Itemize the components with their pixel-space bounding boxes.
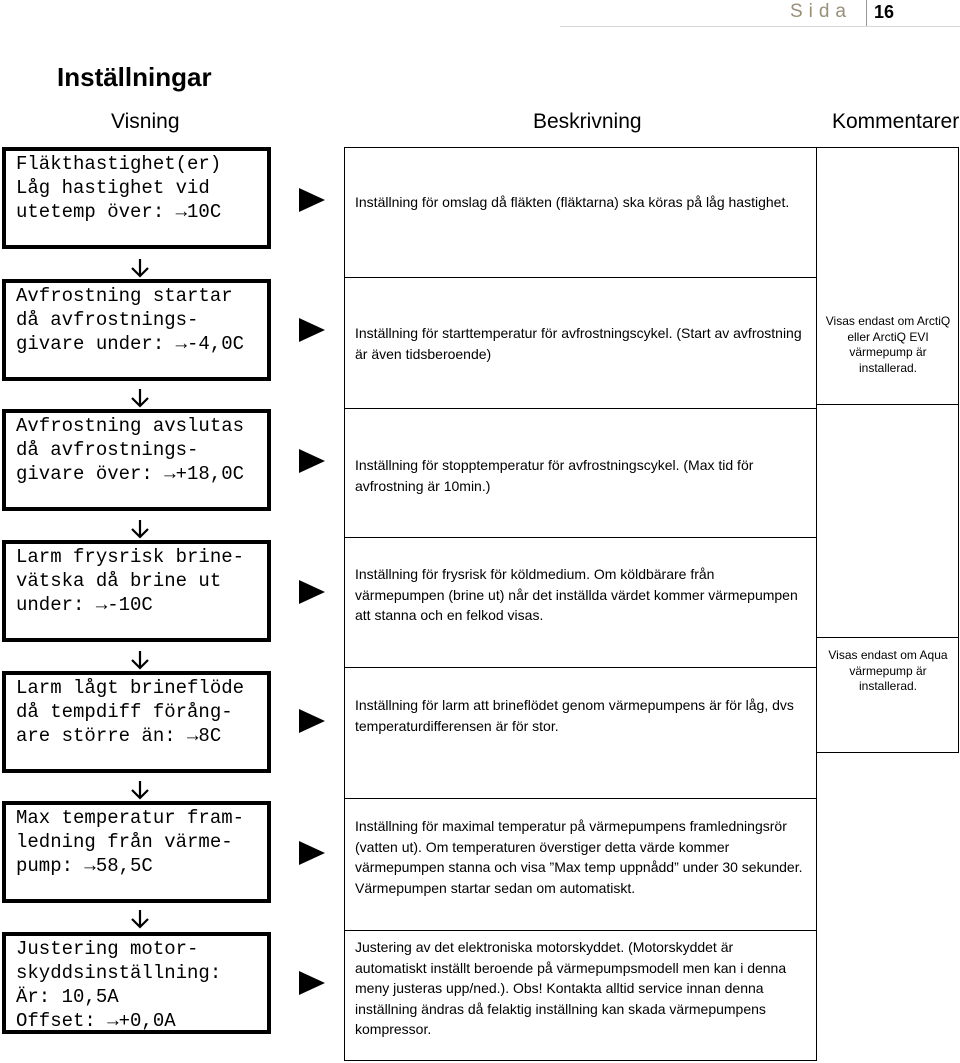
display-box-defrost-end: Avfrostning avslutas då avfrostnings- givare över: →+18,0C xyxy=(2,409,271,511)
display-box-max-temp: Max temperatur fram- ledning från värme- pump: →58,5C xyxy=(2,801,271,903)
column-header-display: Visning xyxy=(111,110,180,133)
right-triangle-icon xyxy=(299,449,325,473)
comment-aqua: Visas endast om Aqua värmepump är installerad. xyxy=(828,648,948,693)
page-header-divider xyxy=(866,0,867,26)
right-triangle-icon xyxy=(299,318,325,342)
right-triangle-icon xyxy=(299,841,325,865)
page-number: 16 xyxy=(873,2,894,22)
right-triangle-icon xyxy=(299,709,325,733)
right-triangle-icon xyxy=(299,188,325,212)
comment-cell xyxy=(816,404,959,638)
page-label: Sida xyxy=(789,1,852,22)
description-fan-speed: Inställning för omslag då fläkten (fläktarna) ska köras på låg hastighet. xyxy=(355,194,790,210)
description-freeze-alarm: Inställning för frysrisk för köldmedium. Om köldbärare från värmepumpen (brine ut) når det inställda värdet kommer värmepumpen att stanna och en felkod visas. xyxy=(355,566,798,623)
description-defrost-end: Inställning för stopptemperatur för avfrostningscykel. (Max tid för avfrostning är 10min.) xyxy=(355,457,754,494)
display-box-motor-protection: Justering motor- skyddsinställning: Är: 10,5A Offset: →+0,0A xyxy=(2,932,271,1034)
page-title: Inställningar xyxy=(57,62,212,92)
right-triangle-icon xyxy=(299,580,325,604)
display-box-defrost-start: Avfrostning startar då avfrostnings- givare under: →-4,0C xyxy=(2,279,271,381)
header-rule xyxy=(560,26,960,27)
description-low-flow-alarm: Inställning för larm att brineflödet genom värmepumpens är för låg, dvs temperaturdifferensen är för stor. xyxy=(355,697,794,734)
page-header xyxy=(760,0,960,26)
description-max-temp: Inställning för maximal temperatur på värmepumpens framledningsrör (vatten ut). Om temperaturen överstiger detta värde kommer värmepumpen stanna och visa ”Max temp uppnådd” under 30 sekunder. Värmepumpen startar sedan om automatiskt. xyxy=(355,818,803,896)
column-header-description: Beskrivning xyxy=(533,110,642,133)
description-defrost-start: Inställning för starttemperatur för avfrostningscykel. (Start av avfrostning är även tidsberoende) xyxy=(355,325,802,362)
down-arrow-icon xyxy=(128,518,152,540)
column-header-comments: Kommentarer xyxy=(832,110,960,133)
right-triangle-icon xyxy=(299,971,325,995)
description-cell xyxy=(344,147,817,278)
down-arrow-icon xyxy=(128,387,152,409)
display-box-fan-speed: Fläkthastighet(er) Låg hastighet vid utetemp över: →10C xyxy=(2,147,271,249)
down-arrow-icon xyxy=(128,779,152,801)
down-arrow-icon xyxy=(128,257,152,279)
comment-arctiq: Visas endast om ArctiQ eller ArctiQ EVI värmepump är installerad. xyxy=(825,314,951,375)
down-arrow-icon xyxy=(128,649,152,671)
display-box-low-flow-alarm: Larm lågt brineflöde då tempdiff förång- are större än: →8C xyxy=(2,671,271,773)
display-box-freeze-alarm: Larm frysrisk brine- vätska då brine ut under: →-10C xyxy=(2,540,271,642)
description-motor-protection: Justering av det elektroniska motorskyddet. (Motorskyddet är automatiskt inställt beroende på värmepumpsmodell men kan i denna meny justeras upp/ned.). Obs! Kontakta alltid service innan denna inställning ändras då felaktig inställning kan skada värmepumpens kompressor. xyxy=(355,939,787,1037)
down-arrow-icon xyxy=(128,908,152,930)
